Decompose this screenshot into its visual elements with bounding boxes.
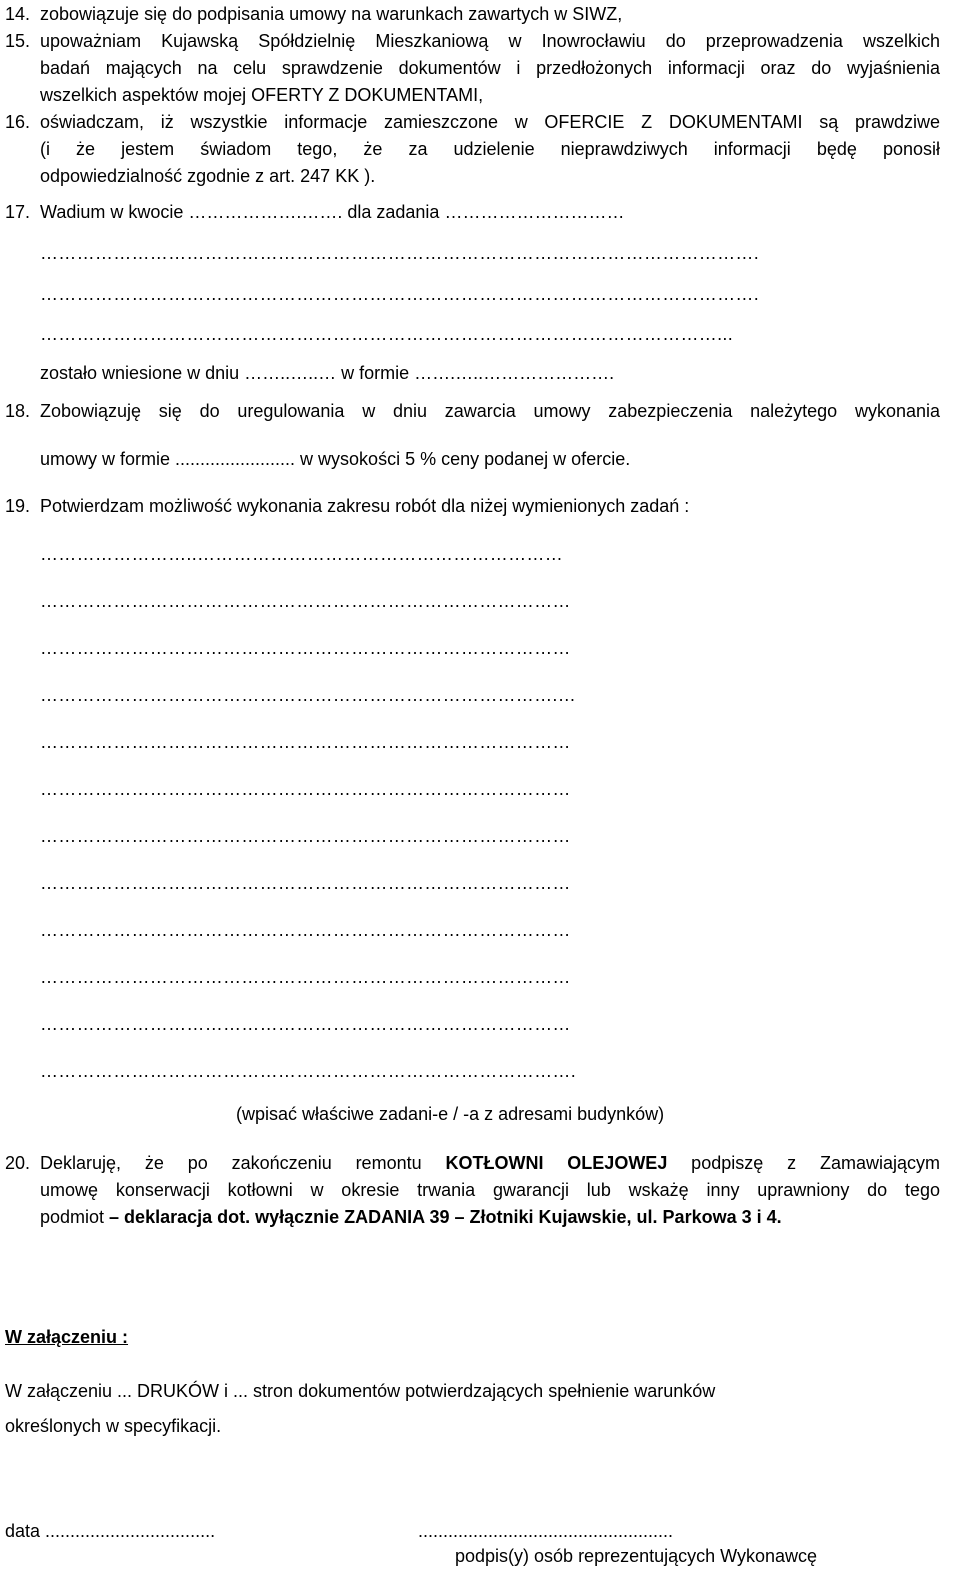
item-19-dotted-line: …………………………………………………………………………… <box>40 874 571 892</box>
attachments-line-2: określonych w specyfikacji. <box>5 1416 222 1436</box>
item-19-dotted-line: …………………………………………………………………………… <box>40 968 571 986</box>
item-20-line-1-a: Deklaruję, że po zakończeniu remontu <box>40 1153 446 1173</box>
item-20-line-1-c: podpiszę z Zamawiającym <box>667 1153 940 1173</box>
item-20-line-3-bold: – deklaracja dot. wyłącznie ZADANIA 39 – Złotniki Kujawskie, ul. Parkowa 3 i 4. <box>109 1207 782 1227</box>
item-19-dotted-line: ………………………………………………………………………….… <box>40 686 577 704</box>
item-19-text: Potwierdzam możliwość wykonania zakresu robót dla niżej wymienionych zadań : <box>40 496 690 516</box>
item-16-number: 16. <box>5 112 31 132</box>
item-19-dotted-line: …………………………………………………………………………… <box>40 827 571 845</box>
item-15-line-1: upoważniam Kujawską Spółdzielnię Mieszkaniową w Inowrocławiu do przeprowadzenia wszelkich <box>40 31 940 51</box>
item-17-dotted-line-1: ………………………………………………………………………………………………………. <box>40 244 760 262</box>
item-19-dotted-line: ……………………..…………………………………………………… <box>40 545 564 563</box>
item-20-line-1-bold: KOTŁOWNI OLEJOWEJ <box>445 1153 668 1173</box>
item-19-dotted-line: …………………………………………………………………………… <box>40 639 571 657</box>
item-15-number: 15. <box>5 31 31 51</box>
item-19-dotted-line: …………………………………………………………………………… <box>40 780 571 798</box>
attachments-line-1: W załączeniu ... DRUKÓW i ... stron dokumentów potwierdzających spełnienie warunków <box>5 1381 716 1401</box>
item-17-dotted-line-2: ………………………………………………………………………………………………………. <box>40 285 760 303</box>
item-20-number: 20. <box>5 1153 31 1173</box>
item-18-line-1: Zobowiązuję się do uregulowania w dniu zawarcia umowy zabezpieczenia należytego wykonania <box>40 401 940 421</box>
item-19-dotted-line: …………………………………………………………………………… <box>40 733 571 751</box>
item-19-dotted-line: ……………………………………………………………………………. <box>40 1062 577 1080</box>
item-18-line-2: umowy w formie ........................ w wysokości 5 % ceny podanej w ofercie. <box>40 449 631 469</box>
item-16-line-1: oświadczam, iż wszystkie informacje zamieszczone w OFERCIE Z DOKUMENTAMI są prawdziwe <box>40 112 940 132</box>
item-16-line-2: (i że jestem świadom tego, że za udzielenie nieprawdziwych informacji będę ponosił <box>40 139 940 159</box>
item-17-wadium-line: Wadium w kwocie ……………….……. dla zadania ………………………… <box>40 202 625 222</box>
item-16-line-3: odpowiedzialność zgodnie z art. 247 KK ). <box>40 166 376 186</box>
item-17-number: 17. <box>5 202 31 222</box>
item-15-line-3: wszelkich aspektów mojej OFERTY Z DOKUMENTAMI, <box>40 85 484 105</box>
item-19-dotted-line: …………………………………………………………………………… <box>40 592 571 610</box>
item-15-line-2: badań mających na celu sprawdzenie dokumentów i przedłożonych informacji oraz do wyjaśnienia <box>40 58 940 78</box>
item-19-note: (wpisać właściwe zadani-e / -a z adresami budynków) <box>236 1104 665 1124</box>
date-field: data .................................. <box>5 1521 216 1541</box>
attachments-heading: W załączeniu : <box>5 1327 129 1347</box>
item-19-dotted-line: …………………………………………………………………………… <box>40 1015 571 1033</box>
item-14-text: zobowiązuje się do podpisania umowy na warunkach zawartych w SIWZ, <box>40 4 623 24</box>
item-14-number: 14. <box>5 4 31 24</box>
item-20-line-2: umowę konserwacji kotłowni w okresie trwania gwarancji lub wskażę inny uprawniony do tego <box>40 1180 940 1200</box>
signature-caption: podpis(y) osób reprezentujących Wykonawcę <box>455 1546 818 1566</box>
item-17-dotted-line-3: …………………………………………………………………………………………………... <box>40 325 734 343</box>
signature-dots: ................................................... <box>418 1521 674 1541</box>
item-19-dotted-line: …………………………………………………………………………… <box>40 921 571 939</box>
item-17-wniesione-line: zostało wniesione w dniu ……..…..… w formie …….…..…………………. <box>40 363 615 383</box>
item-19-number: 19. <box>5 496 31 516</box>
item-20-line-3-a: podmiot <box>40 1207 110 1227</box>
item-20-line-1 <box>40 1154 940 1172</box>
item-20-line-3 <box>40 1208 782 1226</box>
item-18-number: 18. <box>5 401 31 421</box>
